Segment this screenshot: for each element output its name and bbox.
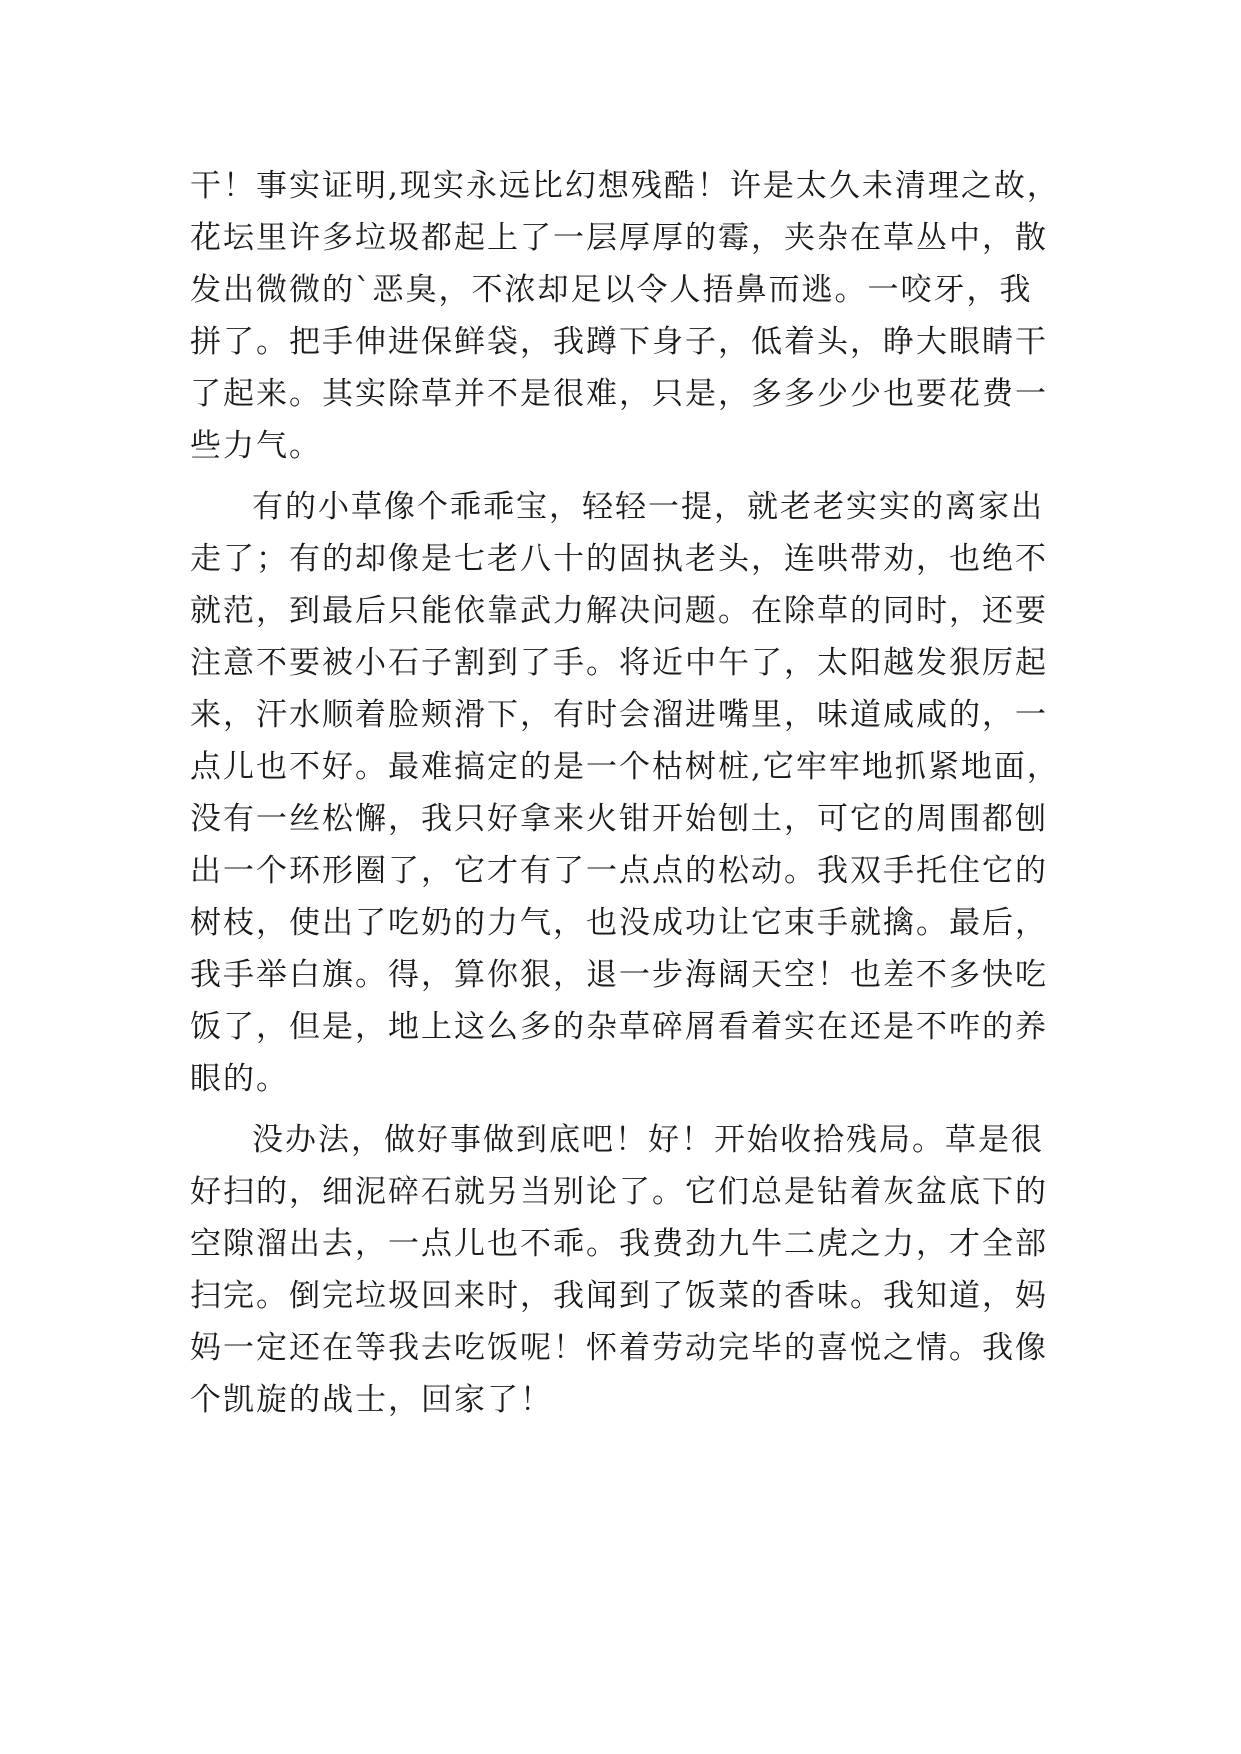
text-line-19: 没办法，做好事做到底吧！好！开始收拾残局。草是很 xyxy=(252,1122,1044,1158)
essay-text xyxy=(190,160,1090,1426)
text-line-16: 我手举白旗。得，算你狠，退一步海阔天空！也差不多快吃 xyxy=(190,957,1048,993)
text-line-2: 花坛里许多垃圾都起上了一层厚厚的霉，夹杂在草丛中，散 xyxy=(190,220,1048,256)
text-line-8: 走了；有的却像是七老八十的固执老头，连哄带劝，也绝不 xyxy=(190,541,1048,577)
text-line-13: 没有一丝松懈，我只好拿来火钳开始刨土，可它的周围都刨 xyxy=(190,801,1048,837)
text-line-17: 饭了，但是，地上这么多的杂草碎屑看着实在还是不咋的养 xyxy=(190,1009,1048,1045)
text-line-12: 点儿也不好。最难搞定的是一个枯树桩,它牢牢地抓紧地面， xyxy=(190,749,1060,785)
text-line-1: 干！事实证明,现实永远比幻想残酷！许是太久未清理之故， xyxy=(190,168,1060,204)
text-line-6: 些力气。 xyxy=(190,428,322,464)
text-line-18: 眼的。 xyxy=(190,1061,289,1097)
text-line-10: 注意不要被小石子割到了手。将近中午了，太阳越发狠厉起 xyxy=(190,645,1048,681)
text-line-24: 个凯旋的战士，回家了！ xyxy=(190,1382,553,1418)
text-line-3: 发出微微的`恶臭，不浓却足以令人捂鼻而逃。一咬牙，我 xyxy=(190,272,1033,308)
text-line-11: 来，汗水顺着脸颊滑下，有时会溜进嘴里，味道咸咸的，一 xyxy=(190,697,1048,733)
text-line-21: 空隙溜出去，一点儿也不乖。我费劲九牛二虎之力，才全部 xyxy=(190,1226,1048,1262)
text-line-15: 树枝，使出了吃奶的力气，也没成功让它束手就擒。最后， xyxy=(190,905,1048,941)
text-line-5: 了起来。其实除草并不是很难，只是，多多少少也要花费一 xyxy=(190,376,1048,412)
text-line-9: 就范，到最后只能依靠武力解决问题。在除草的同时，还要 xyxy=(190,593,1048,629)
text-line-14: 出一个环形圈了，它才有了一点点的松动。我双手托住它的 xyxy=(190,853,1048,889)
text-line-23: 妈一定还在等我去吃饭呢！怀着劳动完毕的喜悦之情。我像 xyxy=(190,1330,1048,1366)
text-line-7: 有的小草像个乖乖宝，轻轻一提，就老老实实的离家出 xyxy=(252,489,1044,525)
text-line-20: 好扫的，细泥碎石就另当别论了。它们总是钻着灰盆底下的 xyxy=(190,1174,1048,1210)
text-line-22: 扫完。倒完垃圾回来时，我闻到了饭菜的香味。我知道，妈 xyxy=(190,1278,1048,1314)
text-line-4: 拼了。把手伸进保鲜袋，我蹲下身子，低着头，睁大眼睛干 xyxy=(190,324,1048,360)
